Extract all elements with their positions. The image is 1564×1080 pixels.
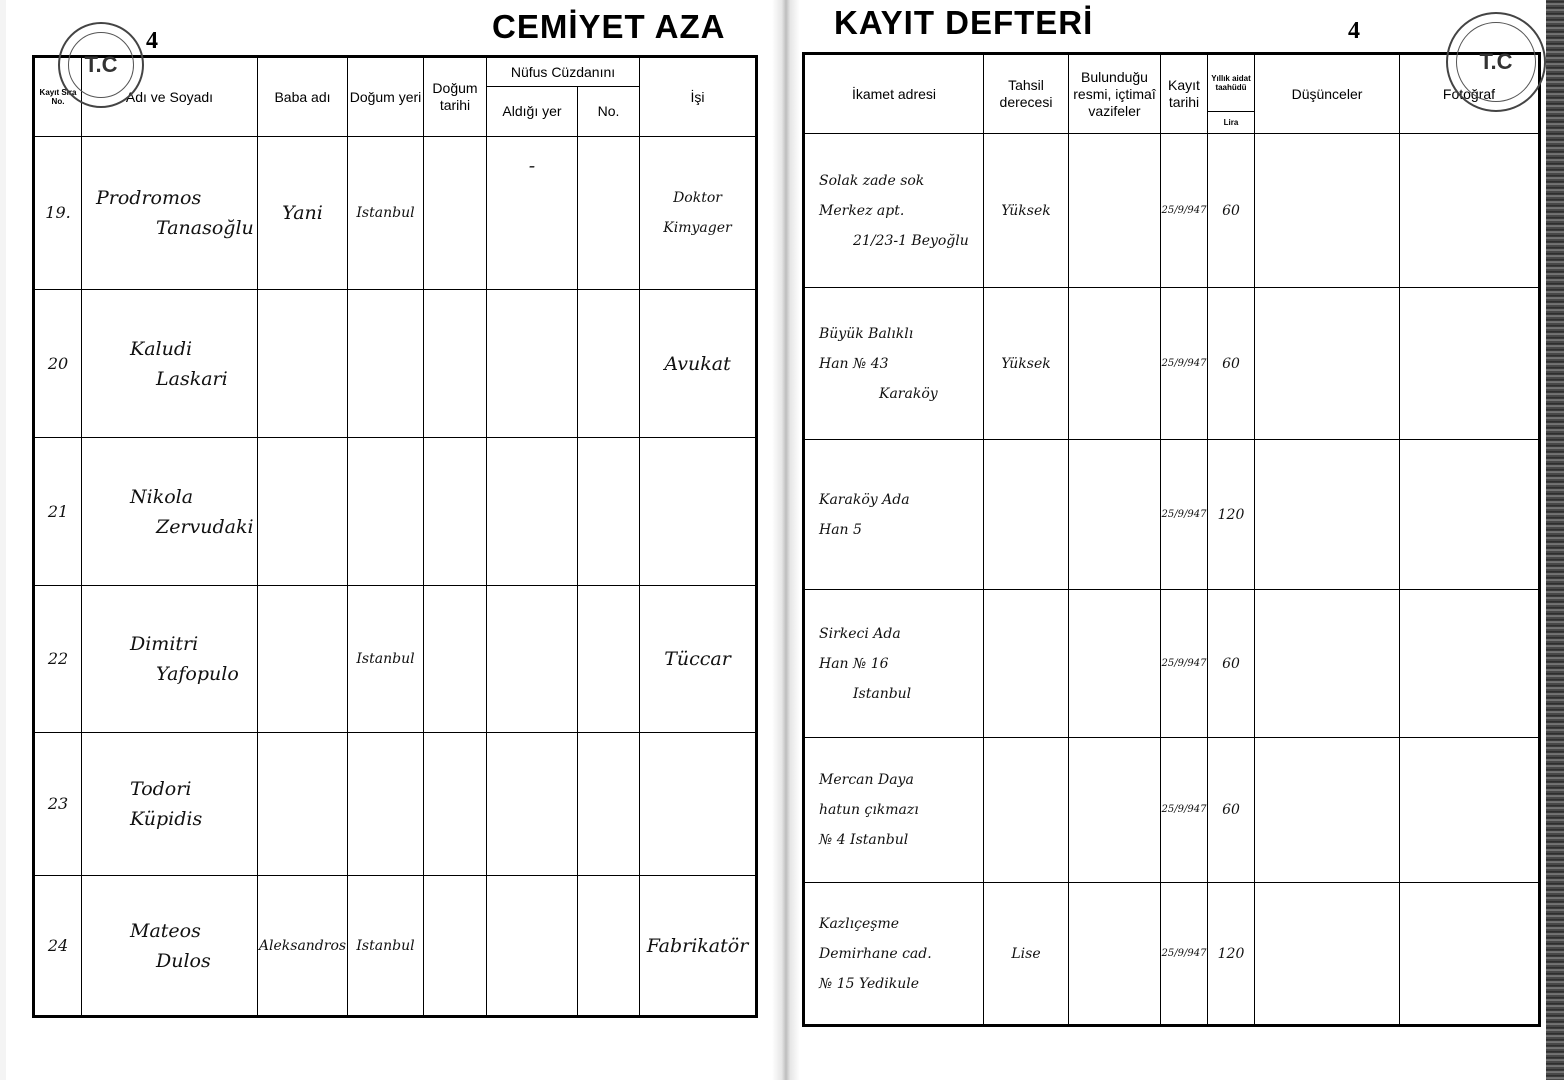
issued-place (487, 733, 578, 876)
address (804, 288, 984, 440)
header-dogum-tarihi: Doğum tarihi (424, 57, 487, 137)
annual-dues: 120 (1208, 883, 1255, 1026)
notes (1255, 134, 1400, 288)
title-left: CEMİYET AZA (492, 8, 726, 45)
occupation-line-1: Fabrikatör (646, 934, 749, 957)
occupation-line-1: Tüccar (664, 648, 731, 670)
registration-date: 25/9/947 (1161, 738, 1208, 883)
first-name: Prodromos (96, 187, 202, 209)
header-isi: İşi (640, 57, 757, 137)
duties (1069, 288, 1161, 440)
first-name: Nikola (130, 485, 194, 508)
issued-no (578, 438, 640, 586)
address-line-2: hatun çıkmazı (819, 802, 919, 818)
photo (1400, 738, 1540, 883)
member-name (82, 438, 258, 586)
official-seal-left (58, 22, 144, 108)
header-dusunceler: Düşünceler (1255, 54, 1400, 134)
registration-date: 25/9/947 (1161, 590, 1208, 738)
occupation (640, 137, 757, 290)
address-line-1: Solak zade sok (819, 172, 925, 189)
first-name: Todori (130, 778, 192, 800)
father-name (258, 586, 348, 733)
duties (1069, 440, 1161, 590)
table-row (34, 438, 757, 586)
address-line-1: Mercan Daya (819, 772, 914, 788)
notes (1255, 738, 1400, 883)
address (804, 590, 984, 738)
header-yillik-aidat: Yıllık aidat taahüdü (1208, 54, 1255, 112)
header-baba-adi: Baba adı (258, 57, 348, 137)
page-left-edge (0, 0, 6, 1080)
registration-date: 25/9/947 (1161, 883, 1208, 1026)
header-kayit-tarihi: Kayıt tarihi (1161, 54, 1208, 134)
registration-date: 25/9/947 (1161, 288, 1208, 440)
birthdate (424, 137, 487, 290)
address-line-1: Sirkeci Ada (819, 625, 901, 642)
education (984, 440, 1069, 590)
address-line-2: Han № 43 (819, 355, 889, 372)
duties (1069, 883, 1161, 1026)
address (804, 883, 984, 1026)
page-number-right: 4 (1348, 18, 1360, 44)
address-line-3: № 4 Istanbul (819, 832, 909, 848)
address-line-1: Karaköy Ada (819, 491, 910, 508)
header-bulundugu-vazifeler: Bulunduğu resmi, içtimaî vazifeler (1069, 54, 1161, 134)
seal-text-right: T.C (1479, 49, 1513, 74)
address-line-2: Demirhane cad. (819, 945, 932, 962)
header-tahsil-derecesi: Tahsil derecesi (984, 54, 1069, 134)
notes (1255, 288, 1400, 440)
seal-text-left: T.C (84, 52, 118, 77)
father-name (258, 290, 348, 438)
education: Yüksek (984, 288, 1069, 440)
registration-date: 25/9/947 (1161, 134, 1208, 288)
photo (1400, 134, 1540, 288)
father-name: Aleksandros (258, 876, 348, 1017)
last-name: Dulos (156, 949, 211, 972)
page-right-edge (1546, 0, 1564, 1080)
birthdate (424, 586, 487, 733)
birthplace (348, 290, 424, 438)
birthplace (348, 438, 424, 586)
issued-no (578, 733, 640, 876)
member-table-left (32, 55, 758, 1018)
annual-dues: 60 (1208, 288, 1255, 440)
photo (1400, 288, 1540, 440)
issued-no (578, 137, 640, 290)
member-name (82, 290, 258, 438)
photo (1400, 440, 1540, 590)
birthdate (424, 290, 487, 438)
annual-dues: 60 (1208, 590, 1255, 738)
row-number: 19. (34, 137, 82, 290)
occupation-line-1: Avukat (664, 352, 731, 375)
row-number: 24 (34, 876, 82, 1017)
last-name: Tanasoğlu (156, 217, 254, 239)
last-name: Zervudaki (156, 515, 254, 538)
occupation-line-1: Doktor (673, 190, 722, 206)
occupation (640, 290, 757, 438)
member-name (82, 876, 258, 1017)
table-row (34, 876, 757, 1017)
birthdate (424, 438, 487, 586)
annual-dues: 60 (1208, 738, 1255, 883)
book-gutter (772, 0, 800, 1080)
father-name (258, 438, 348, 586)
father-name: Yani (258, 137, 348, 290)
header-no: No. (578, 87, 640, 137)
notes (1255, 590, 1400, 738)
issued-no (578, 876, 640, 1017)
table-row (34, 290, 757, 438)
occupation-line-2: Kimyager (663, 220, 732, 236)
address-line-3: 21/23-1 Beyoğlu (853, 232, 969, 249)
duties (1069, 134, 1161, 288)
address-line-3: Istanbul (853, 685, 912, 702)
official-seal-right (1446, 12, 1546, 112)
header-kayit-sira-no: Kayıt Sıra No. (34, 57, 82, 137)
table-row (34, 137, 757, 290)
birthdate (424, 733, 487, 876)
first-name: Kaludi (130, 337, 193, 360)
title-right: KAYIT DEFTERİ (834, 4, 1094, 41)
birthplace: Istanbul (348, 137, 424, 290)
table-row (804, 738, 1540, 883)
member-name (82, 586, 258, 733)
page-number-left: 4 (146, 28, 158, 54)
member-name (82, 733, 258, 876)
table-row (34, 733, 757, 876)
issued-place (487, 586, 578, 733)
issued-place (487, 438, 578, 586)
birthplace: Istanbul (348, 876, 424, 1017)
member-table-right (802, 52, 1541, 1027)
table-row (34, 586, 757, 733)
header-fotograf: Fotoğraf (1400, 54, 1540, 134)
address-line-1: Kazlıçeşme (819, 915, 900, 932)
first-name: Dimitri (130, 633, 199, 655)
address-line-2: Han № 16 (819, 655, 889, 672)
member-name (82, 137, 258, 290)
registration-date: 25/9/947 (1161, 440, 1208, 590)
address (804, 134, 984, 288)
last-name: Küpidis (130, 808, 203, 830)
issued-place (487, 290, 578, 438)
birthplace: Istanbul (348, 586, 424, 733)
notes (1255, 883, 1400, 1026)
duties (1069, 738, 1161, 883)
address-line-2: Han 5 (819, 521, 862, 538)
table-row (804, 883, 1540, 1026)
header-nufus-cuzdani: Nüfus Cüzdanını (487, 57, 640, 87)
address-line-2: Merkez apt. (819, 202, 905, 219)
table-row (804, 134, 1540, 288)
header-ikamet-adresi: İkamet adresi (804, 54, 984, 134)
issued-place: - (487, 137, 578, 290)
header-row-right (804, 54, 1540, 112)
table-row (804, 440, 1540, 590)
annual-dues: 120 (1208, 440, 1255, 590)
birthplace (348, 733, 424, 876)
duties (1069, 590, 1161, 738)
header-aldigi-yer: Aldığı yer (487, 87, 578, 137)
annual-dues: 60 (1208, 134, 1255, 288)
first-name: Mateos (130, 919, 201, 942)
education (984, 590, 1069, 738)
last-name: Laskari (156, 367, 228, 390)
last-name: Yafopulo (156, 663, 239, 685)
table-row (804, 288, 1540, 440)
occupation (640, 876, 757, 1017)
occupation (640, 733, 757, 876)
notes (1255, 440, 1400, 590)
photo (1400, 883, 1540, 1026)
row-number: 23 (34, 733, 82, 876)
table-row (804, 590, 1540, 738)
address-line-3: № 15 Yedikule (819, 975, 919, 992)
birthdate (424, 876, 487, 1017)
education: Lise (984, 883, 1069, 1026)
address (804, 440, 984, 590)
address-line-1: Büyük Balıklı (819, 325, 914, 342)
education (984, 738, 1069, 883)
address (804, 738, 984, 883)
row-number: 20 (34, 290, 82, 438)
issued-no (578, 586, 640, 733)
issued-no (578, 290, 640, 438)
header-dogum-yeri: Doğum yeri (348, 57, 424, 137)
education: Yüksek (984, 134, 1069, 288)
header-adi-soyadi: Adı ve Soyadı (82, 57, 258, 137)
header-lira: Lira (1208, 112, 1255, 134)
occupation (640, 438, 757, 586)
issued-place (487, 876, 578, 1017)
row-number: 22 (34, 586, 82, 733)
address-line-3: Karaköy (879, 385, 938, 402)
photo (1400, 590, 1540, 738)
father-name (258, 733, 348, 876)
row-number: 21 (34, 438, 82, 586)
occupation (640, 586, 757, 733)
